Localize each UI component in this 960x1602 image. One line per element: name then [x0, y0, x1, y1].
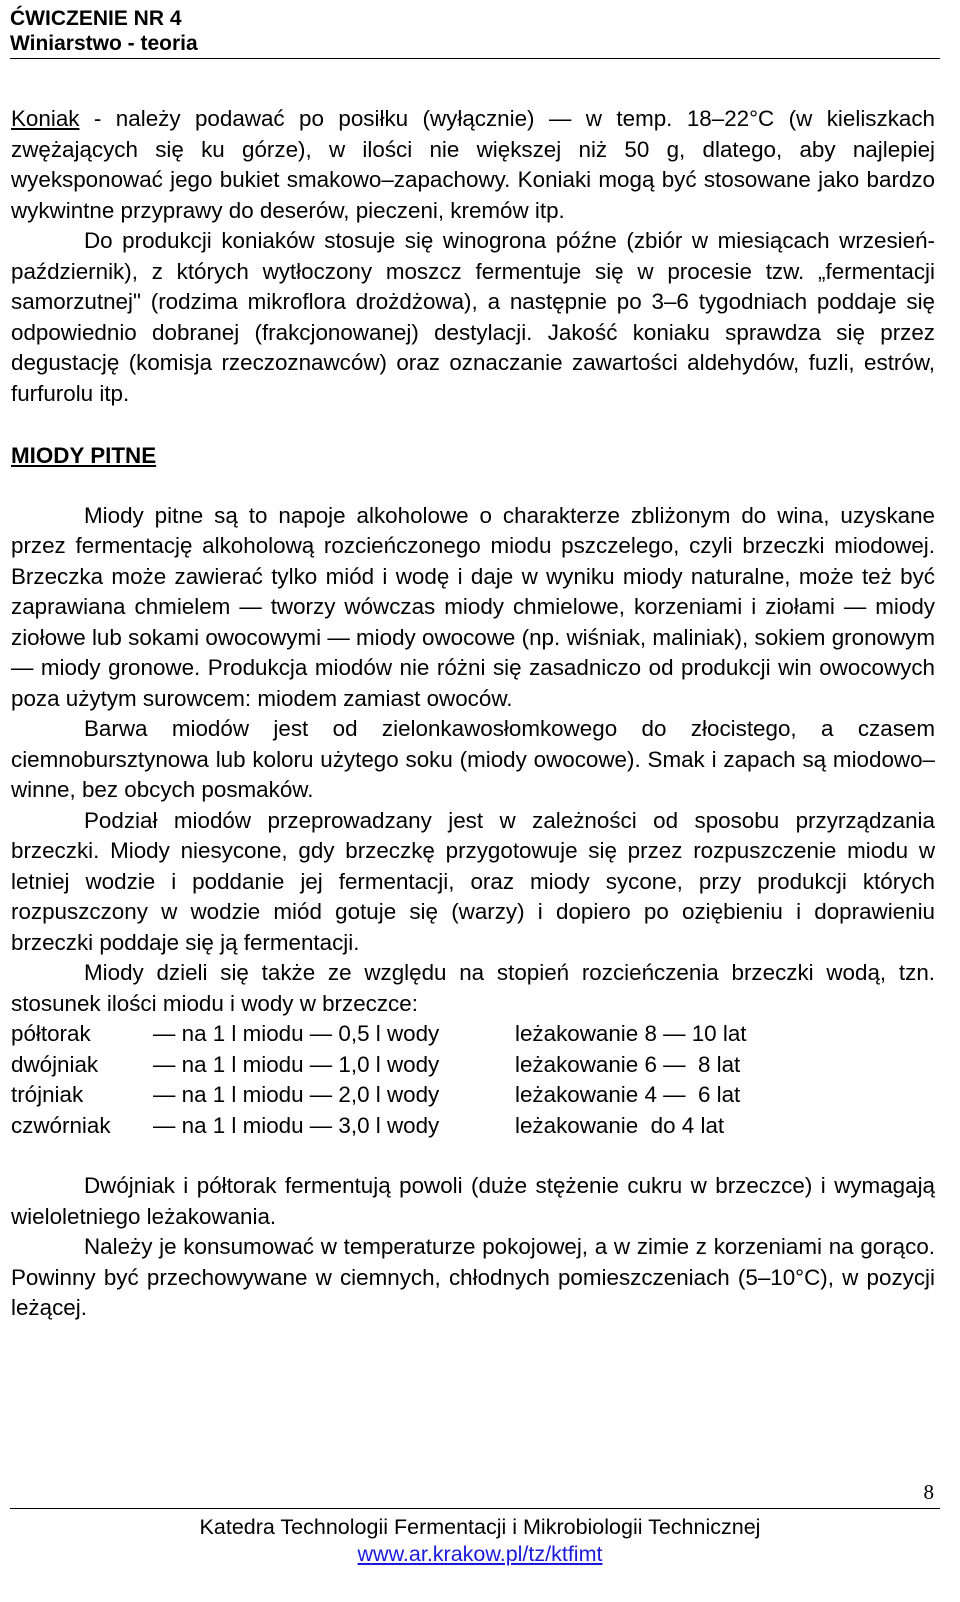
table-row: [11, 1019, 747, 1050]
miody-paragraph-1: Miody pitne są to napoje alkoholowe o charakterze zbliżonym do wina, uzyskane przez fermentację alkoholową rozcieńczonego miodu pszczelego, czyli brzeczki miodowej. Brzeczka może zawierać tylko miód i wodę i daje w wyniku miody naturalne, może też być zaprawiana chmielem — tworzy wówczas miody chmielowe, korzeniami i ziołami — miody ziołowe lub sokami owocowymi — miody owocowe (np. wiśniak, maliniak), sokiem gronowym — miody gronowe. Produkcja miodów nie różni się zasadniczo od produkcji win owocowych poza użytym surowcem: miodem zamiast owoców.: [11, 502, 935, 711]
footer-link[interactable]: www.ar.krakow.pl/tz/ktfimt: [357, 1542, 603, 1566]
exercise-subtitle: Winiarstwo - teoria: [10, 32, 198, 55]
mead-ratio: — na 1 l miodu — 1,0 l wody: [153, 1051, 440, 1077]
koniak-paragraph-1-text: - należy podawać po posiłku (wyłącznie) — w temp. 18–22°C (w kieliszkach zwężających się ku górze), w ilości nie większej niż 50 g, dlatego, aby najlepiej wyeksponować jego bukiet smakowo–zapachowy. Koniaki mogą być stosowane jako bardzo wykwintne przyprawy do deserów, pieczeni, kremów itp.: [11, 106, 935, 223]
page-number: 8: [923, 1480, 934, 1504]
miody-paragraph-2: Barwa miodów jest od zielonkawosłomkowego do złocistego, a czasem ciemnobursztynowa lub koloru użytego soku (miody owocowe). Smak i zapach są miodowo–winne, bez obcych posmaków.: [11, 716, 935, 802]
mead-type: półtorak: [11, 1021, 91, 1046]
footer-divider: [10, 1508, 940, 1509]
page-footer: [0, 1514, 960, 1568]
mead-ratio-table: [11, 1019, 747, 1141]
mead-type: dwójniak: [11, 1051, 99, 1077]
koniak-term: Koniak: [11, 106, 80, 131]
mead-ratio: — na 1 l miodu — 0,5 l wody: [153, 1021, 440, 1046]
miody-paragraph-4: Miody dzieli się także ze względu na stopień rozcieńczenia brzeczki wodą, tzn. stosunek ilości miodu i wody w brzeczce:: [11, 960, 935, 1016]
miody-paragraph-3: Podział miodów przeprowadzany jest w zależności od sposobu przyrządzania brzeczki. Miody niesycone, gdy brzeczkę przygotowuje się przez rozpuszczenie miodu w letniej wodzie i poddanie jej fermentacji, oraz miody sycone, przy produkcji których rozpuszczony w wodzie miód gotuje się (warzy) i dopiero po oziębieniu i doprawieniu brzeczki poddaje się ją fermentacji.: [11, 807, 935, 955]
mead-ratio: — na 1 l miodu — 3,0 l wody: [153, 1112, 440, 1138]
mead-aging: leżakowanie 8 — 10 lat: [515, 1021, 747, 1046]
table-row: [11, 1111, 747, 1142]
mead-aging: leżakowanie 4 — 6 lat: [515, 1082, 741, 1107]
table-row: [11, 1080, 747, 1111]
mead-aging: leżakowanie 6 — 8 lat: [515, 1051, 741, 1077]
document-body: [11, 104, 935, 1324]
mead-type: trójniak: [11, 1082, 84, 1107]
footer-department: Katedra Technologii Fermentacji i Mikrobiologii Technicznej: [199, 1515, 761, 1539]
page-header: [10, 6, 940, 59]
table-row: [11, 1050, 747, 1081]
section-title-miody: MIODY PITNE: [11, 443, 157, 468]
miody-paragraph-6: Należy je konsumować w temperaturze pokojowej, a w zimie z korzeniami na gorąco. Powinny być przechowywane w ciemnych, chłodnych pomieszczeniach (5–10°C), w pozycji leżącej.: [11, 1234, 935, 1320]
mead-ratio: — na 1 l miodu — 2,0 l wody: [153, 1082, 440, 1107]
mead-type: czwórniak: [11, 1112, 111, 1138]
mead-aging: leżakowanie do 4 lat: [515, 1112, 725, 1138]
miody-paragraph-5: Dwójniak i półtorak fermentują powoli (duże stężenie cukru w brzeczce) i wymagają wieloletniego leżakowania.: [11, 1173, 935, 1229]
koniak-paragraph-2: Do produkcji koniaków stosuje się winogrona późne (zbiór w miesiącach wrzesień-październik), z których wytłoczony moszcz fermentuje się w procesie tzw. „fermentacji samorzutnej" (rodzima mikroflora drożdżowa), a następnie po 3–6 tygodniach poddaje się odpowiednio dobranej (frakcjonowanej) destylacji. Jakość koniaku sprawdza się przez degustację (komisja rzeczoznawców) oraz oznaczanie zawartości aldehydów, fuzli, estrów, furfurolu itp.: [11, 228, 935, 406]
koniak-paragraph-1: [11, 104, 935, 226]
exercise-title: ĆWICZENIE NR 4: [10, 7, 182, 30]
